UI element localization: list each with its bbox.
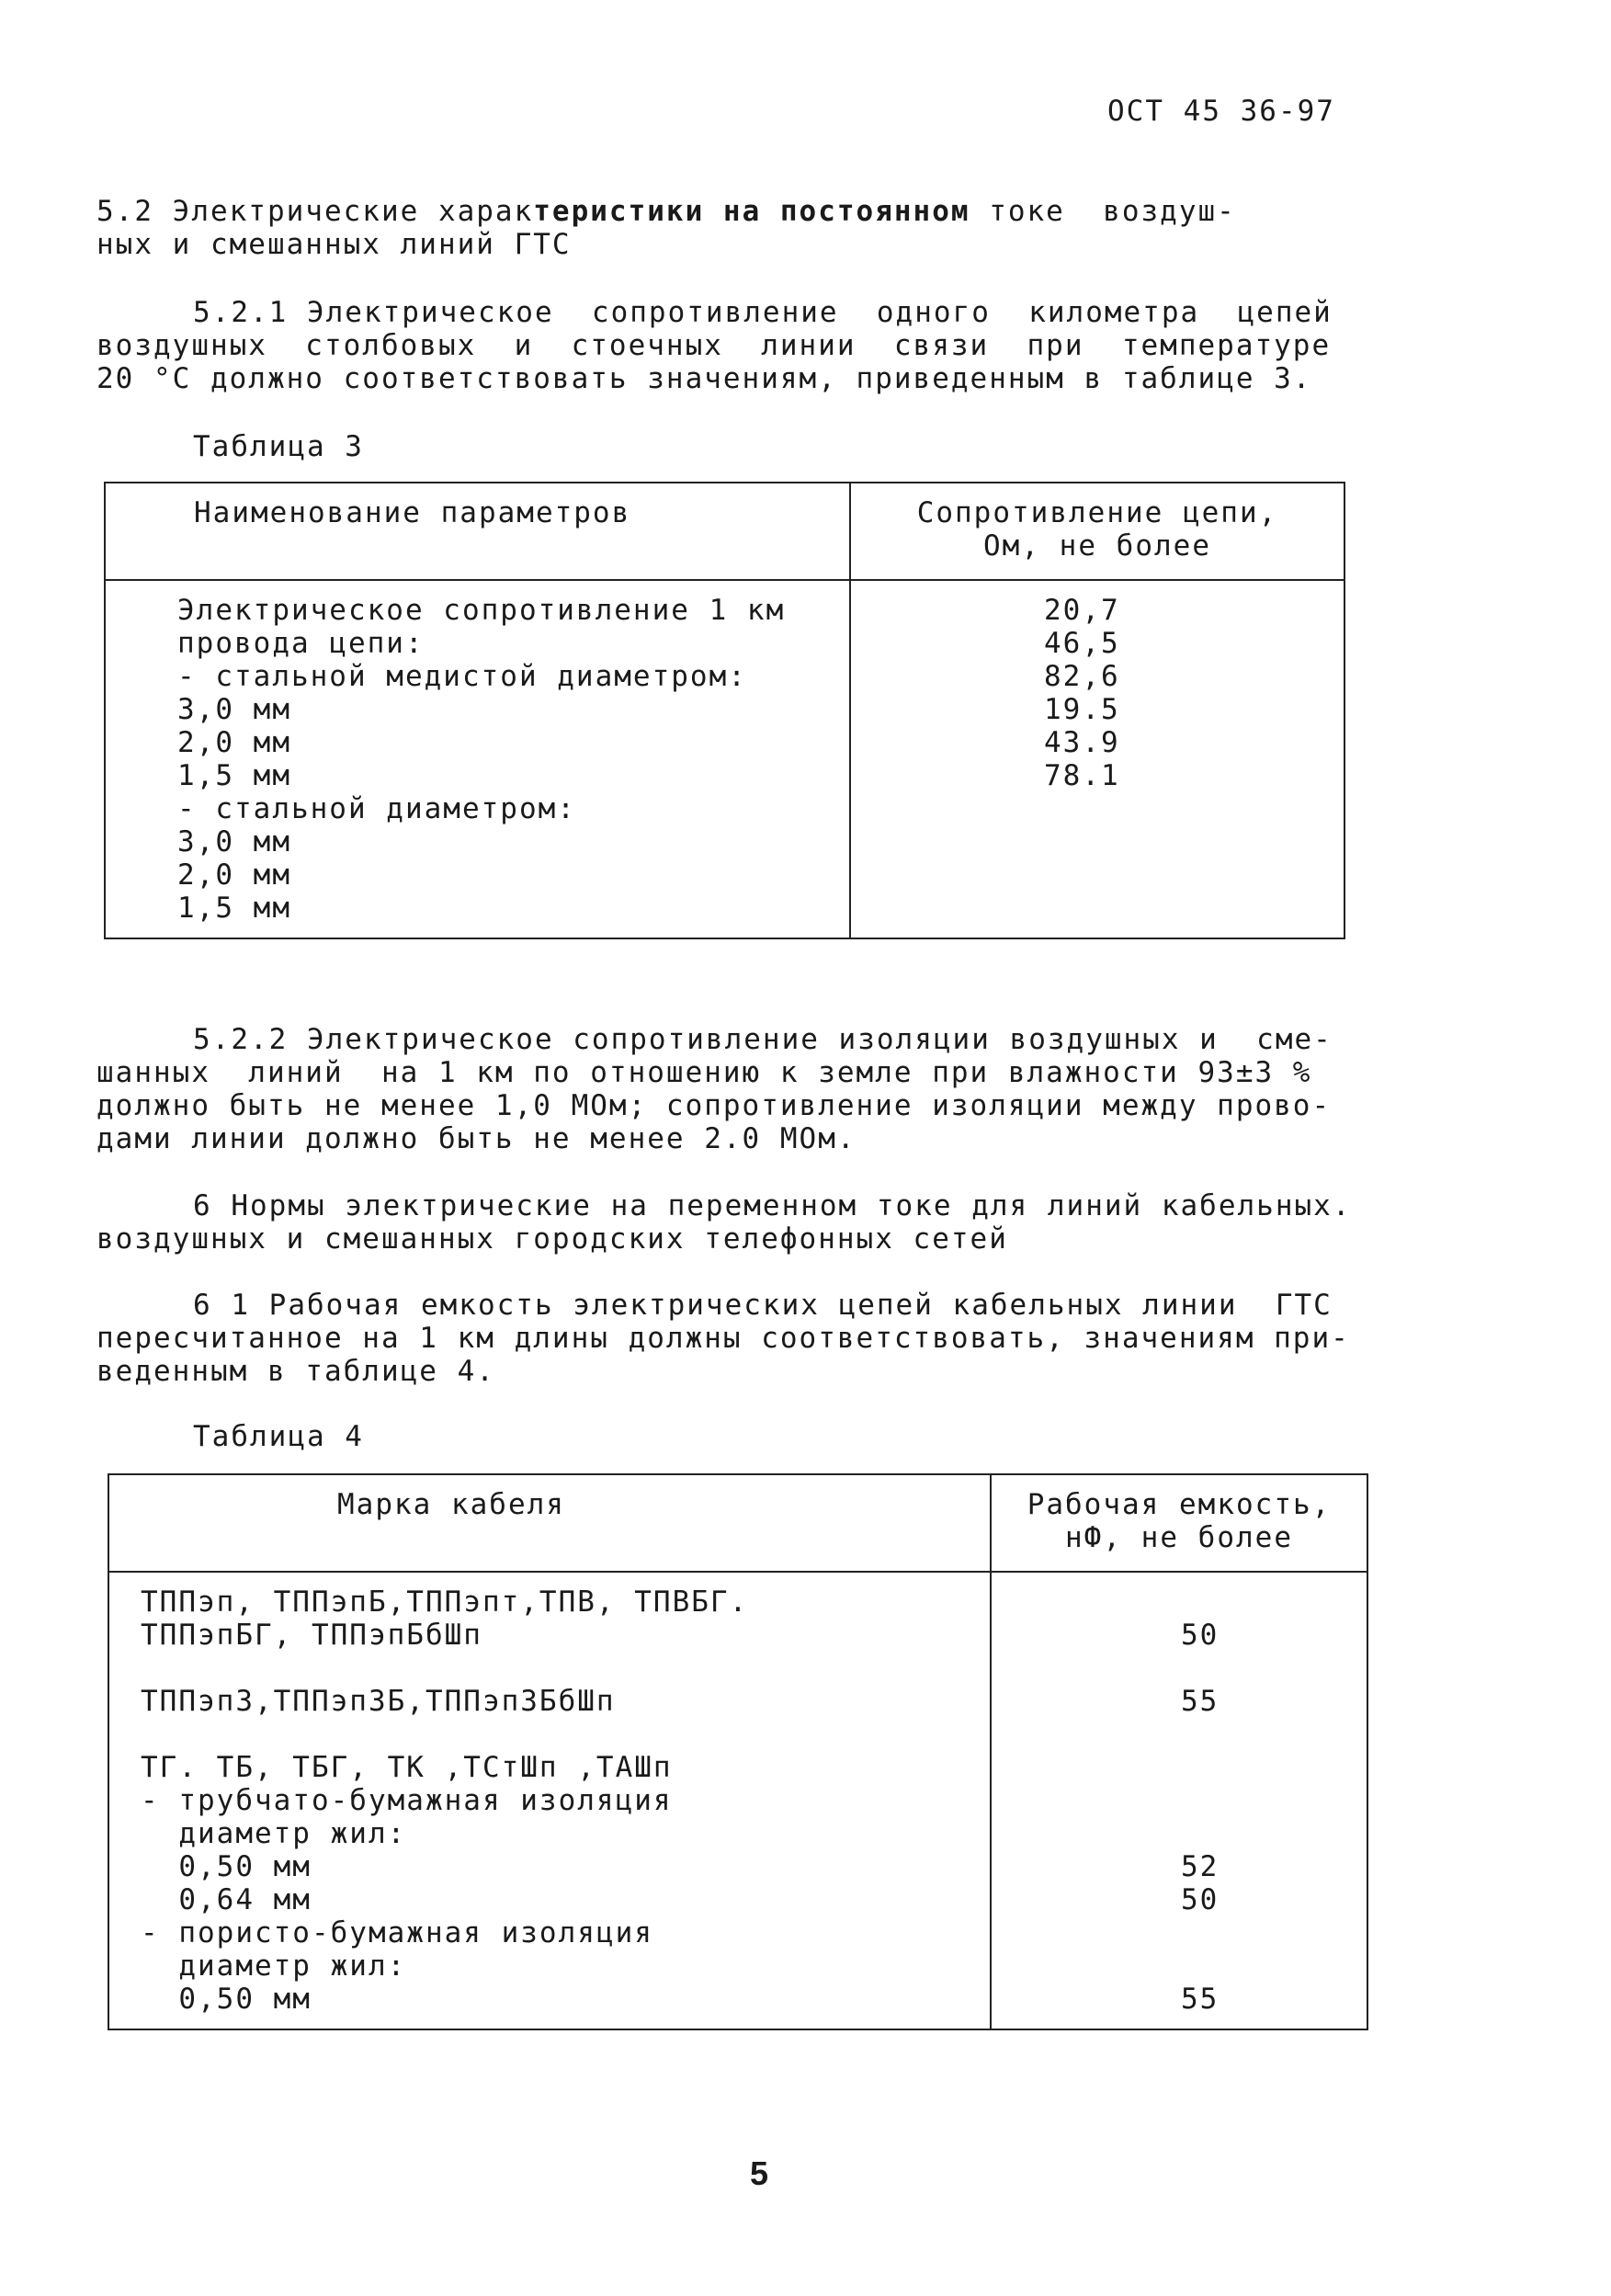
table-4-value bbox=[1181, 1949, 1367, 1983]
table-4-header-capacity-line: нФ, не более bbox=[1065, 1521, 1293, 1554]
table-4-value: 52 bbox=[1181, 1850, 1220, 1883]
table-3-value: 82,6 bbox=[1044, 660, 1120, 693]
paragraph-5-2-1 bbox=[96, 296, 1383, 395]
table-4-cables-cell bbox=[108, 1572, 991, 2029]
section-6-line: воздушных и смешанных городских телефонных сетей bbox=[96, 1222, 1008, 1256]
table-4-cable-line: 0,64 мм bbox=[141, 1883, 312, 1916]
table-4-cable-line: ТГ. ТБ, ТБГ, ТК ,ТСтШп ,ТАШп bbox=[141, 1751, 673, 1784]
table-4-cable-line: ТППэпБГ, ТППэпБбШп bbox=[141, 1619, 482, 1652]
table-3-param-line: 3,0 мм bbox=[177, 693, 291, 726]
table-4-value: 50 bbox=[1181, 1619, 1220, 1652]
table-4-header-row bbox=[108, 1474, 1367, 1572]
table-4-value bbox=[1181, 1586, 1367, 1619]
table-3-value: 19.5 bbox=[1044, 693, 1120, 726]
table-4-cable-line: 0,50 мм bbox=[141, 1850, 312, 1883]
table-4-cable-line: диаметр жил: bbox=[141, 1817, 407, 1850]
table-3-header-row bbox=[105, 483, 1344, 580]
table-4-cable-line: диаметр жил: bbox=[141, 1949, 407, 1983]
table-3-caption: Таблица 3 bbox=[193, 430, 364, 463]
table-4 bbox=[108, 1473, 1368, 2030]
table-3-value: 43.9 bbox=[1044, 726, 1120, 759]
table-4-caption: Таблица 4 bbox=[193, 1420, 364, 1453]
table-3-header-resistance-line: Сопротивление цепи, bbox=[916, 496, 1278, 529]
table-4-cable-line: ТППэп3,ТППэп3Б,ТППэп3БбШп bbox=[141, 1685, 616, 1718]
table-4-body-row bbox=[108, 1572, 1367, 2029]
document-code: ОСТ 45 36-97 bbox=[1107, 95, 1335, 128]
section-6-line: 6 Нормы электрические на переменном токе для линий кабельных. bbox=[193, 1189, 1352, 1222]
page-number: 5 bbox=[750, 2154, 769, 2192]
table-3-param-line: 1,5 мм bbox=[177, 892, 291, 925]
paragraph-line: 6 1 Рабочая емкость электрических цепей кабельных линии ГТС bbox=[193, 1289, 1333, 1322]
paragraph-line: должно быть не менее 1,0 МОм; сопротивление изоляции между прово- bbox=[96, 1089, 1332, 1122]
table-3-param-line: - стальной диаметром: bbox=[177, 792, 576, 825]
table-4-value bbox=[1181, 1784, 1367, 1817]
table-4-header-capacity bbox=[991, 1474, 1367, 1572]
paragraph-line: шанных линий на 1 км по отношению к земле при влажности 93±3 % bbox=[96, 1056, 1312, 1089]
table-3-body-row bbox=[105, 580, 1344, 938]
table-3-param-line: 1,5 мм bbox=[177, 759, 291, 792]
table-3-value: 78.1 bbox=[1044, 759, 1120, 792]
table-4-cable-line: - пористо-бумажная изоляция bbox=[141, 1916, 653, 1949]
table-3-value: 20,7 bbox=[1044, 594, 1120, 627]
table-4-cable-line: - трубчато-бумажная изоляция bbox=[141, 1784, 673, 1817]
paragraph-line: 20 °С должно соответствовать значениям, приведенным в таблице 3. bbox=[96, 362, 1312, 395]
table-3-param-line: - стальной медистой диаметром: bbox=[177, 660, 747, 693]
table-3-param-line: 2,0 мм bbox=[177, 726, 291, 759]
table-3-header-parameters: Наименование параметров bbox=[105, 483, 850, 580]
table-4-cable-line: 0,50 мм bbox=[141, 1983, 312, 2016]
table-4-value: 50 bbox=[1181, 1883, 1220, 1916]
table-4-cable-line bbox=[141, 1718, 990, 1751]
paragraph-5-2-2 bbox=[96, 1023, 1383, 1155]
table-3-param-line: 2,0 мм bbox=[177, 858, 291, 892]
table-4-value: 55 bbox=[1181, 1983, 1220, 2016]
table-4-cable-line bbox=[141, 1652, 990, 1685]
paragraph-line: веденным в таблице 4. bbox=[96, 1355, 495, 1388]
table-3-param-line: провода цепи: bbox=[177, 627, 425, 660]
table-3 bbox=[104, 482, 1345, 939]
section-5-2-bold: теристики на постоянном bbox=[533, 195, 970, 228]
table-4-header-cable: Марка кабеля bbox=[108, 1474, 991, 1572]
table-3-param-line: Электрическое сопротивление 1 км bbox=[177, 594, 786, 627]
table-4-header-capacity-line: Рабочая емкость, bbox=[1027, 1488, 1332, 1521]
table-4-value bbox=[1181, 1718, 1367, 1751]
section-5-2-line-1: 5.2 Электрические характеристики на постоянном токе воздуш- bbox=[96, 195, 1236, 228]
section-5-2-line-2: ных и смешанных линий ГТС bbox=[96, 228, 572, 261]
table-4-value bbox=[1181, 1916, 1367, 1949]
paragraph-6-1 bbox=[96, 1289, 1383, 1388]
table-3-header-resistance-line: Ом, не более bbox=[983, 529, 1211, 563]
table-3-parameters-cell bbox=[105, 580, 850, 938]
section-5-2-title bbox=[96, 195, 1383, 261]
paragraph-line: воздушных столбовых и стоечных линии связи при температуре bbox=[96, 329, 1332, 362]
table-3-value: 46,5 bbox=[1044, 627, 1120, 660]
table-3-values-cell bbox=[850, 580, 1344, 938]
table-4-value bbox=[1181, 1817, 1367, 1850]
paragraph-line: пересчитанное на 1 км длины должны соответствовать, значениям при- bbox=[96, 1322, 1350, 1355]
table-4-values-cell bbox=[991, 1572, 1367, 2029]
paragraph-line: 5.2.1 Электрическое сопротивление одного километра цепей bbox=[193, 296, 1333, 329]
table-4-value: 55 bbox=[1181, 1685, 1220, 1718]
table-4-value bbox=[1181, 1652, 1367, 1685]
paragraph-line: 5.2.2 Электрическое сопротивление изоляции воздушных и сме- bbox=[193, 1023, 1333, 1056]
section-6-title bbox=[96, 1189, 1383, 1256]
table-3-header-resistance bbox=[850, 483, 1344, 580]
table-4-value bbox=[1181, 1751, 1367, 1784]
table-4-cable-line: ТППэп, ТППэпБ,ТППэпт,ТПВ, ТПВБГ. bbox=[141, 1586, 749, 1619]
table-3-param-line: 3,0 мм bbox=[177, 825, 291, 858]
paragraph-line: дами линии должно быть не менее 2.0 МОм. bbox=[96, 1122, 857, 1155]
